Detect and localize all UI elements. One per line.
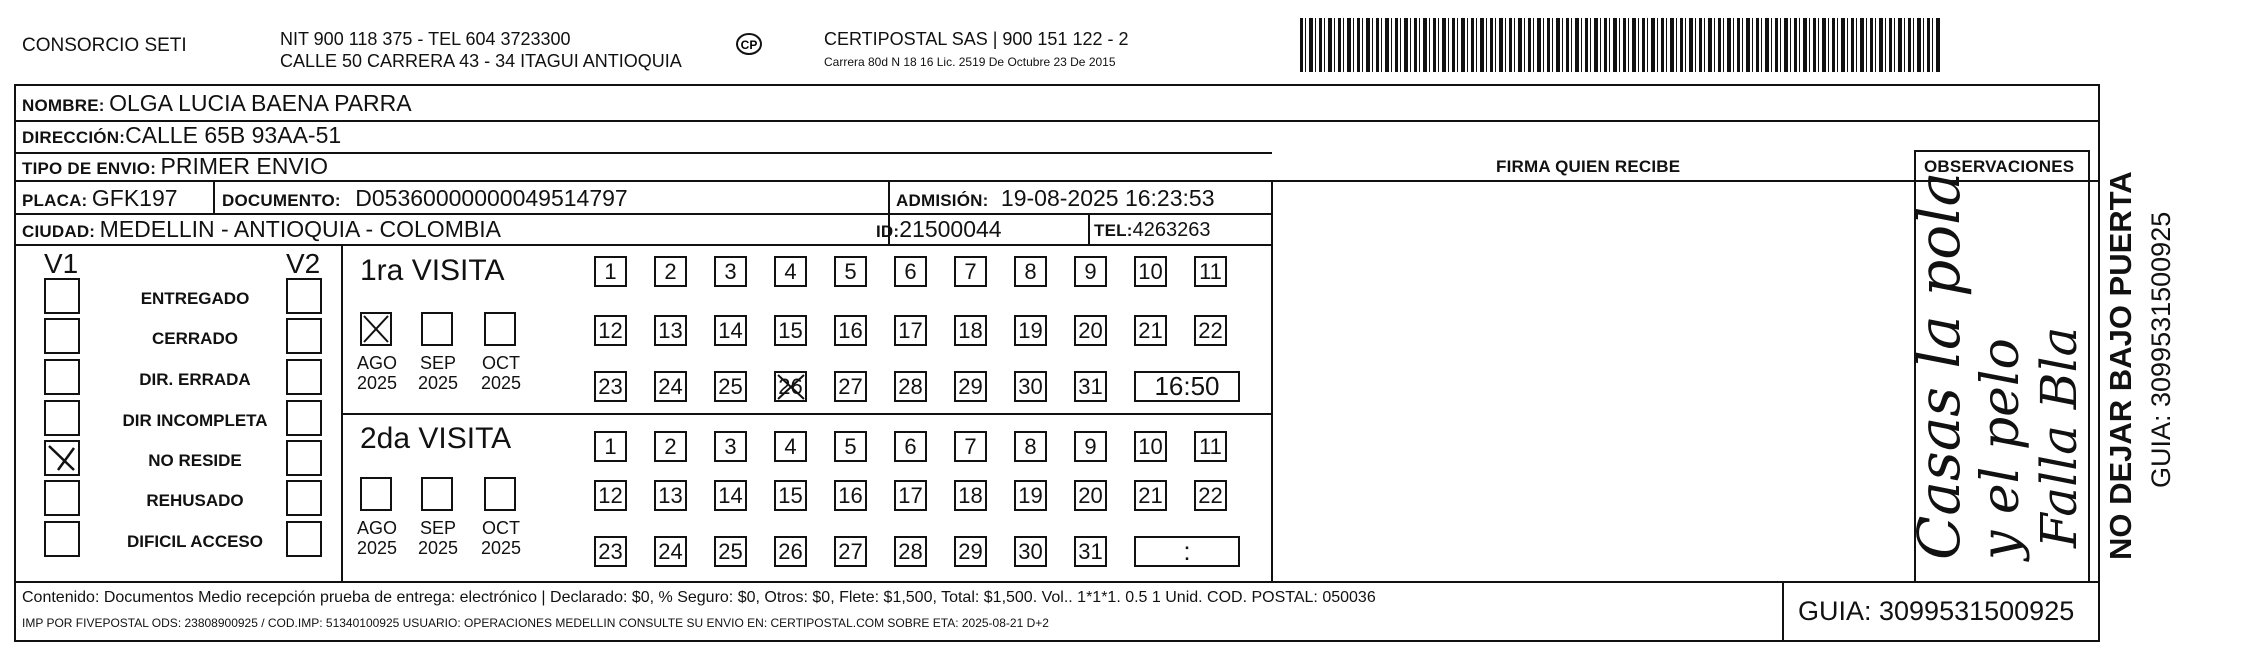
second-visit-day-18[interactable]: 18 bbox=[954, 480, 987, 511]
second-visit-day-17[interactable]: 17 bbox=[894, 480, 927, 511]
license-line: Carrera 80d N 18 16 Lic. 2519 De Octubre 23 De 2015 bbox=[824, 55, 1116, 69]
first-visit-month-box-ago[interactable] bbox=[360, 312, 392, 346]
footer-guia: GUIA: 3099531500925 bbox=[1798, 596, 2075, 626]
first-visit-day-14[interactable]: 14 bbox=[714, 315, 747, 346]
first-visit-time-box[interactable]: 16:50 bbox=[1134, 371, 1240, 402]
first-visit-day-6[interactable]: 6 bbox=[894, 256, 927, 287]
first-visit-month-label-ago: AGO bbox=[356, 353, 397, 373]
first-visit-day-4[interactable]: 4 bbox=[774, 256, 807, 287]
first-visit-year-label-sep: 2025 bbox=[417, 373, 459, 393]
admision-value: 19-08-2025 16:23:53 bbox=[1000, 185, 1215, 211]
first-visit-day-12[interactable]: 12 bbox=[594, 315, 627, 346]
v1-checkbox-0[interactable] bbox=[44, 278, 80, 314]
second-visit-month-label-sep: SEP bbox=[419, 518, 457, 538]
v2-checkbox-6[interactable] bbox=[286, 521, 322, 557]
first-visit-day-9[interactable]: 9 bbox=[1074, 256, 1107, 287]
first-visit-day-15[interactable]: 15 bbox=[774, 315, 807, 346]
first-visit-day-23[interactable]: 23 bbox=[594, 371, 627, 402]
second-visit-day-16[interactable]: 16 bbox=[834, 480, 867, 511]
second-visit-day-7[interactable]: 7 bbox=[954, 431, 987, 462]
observaciones-label: OBSERVACIONES bbox=[1924, 157, 2075, 176]
first-visit-day-20[interactable]: 20 bbox=[1074, 315, 1107, 346]
placa-value: GFK197 bbox=[91, 185, 178, 211]
direccion-row: DIRECCIÓN:CALLE 65B 93AA-51 bbox=[22, 122, 342, 148]
first-visit-day-29[interactable]: 29 bbox=[954, 371, 987, 402]
status-label-2: DIR. ERRADA bbox=[139, 370, 251, 389]
v2-checkbox-0[interactable] bbox=[286, 278, 322, 314]
second-visit-month-label-ago: AGO bbox=[356, 518, 397, 538]
first-visit-day-13[interactable]: 13 bbox=[654, 315, 687, 346]
side-guia: GUIA: 3099531500925 bbox=[2146, 211, 2176, 488]
first-visit-day-31[interactable]: 31 bbox=[1074, 371, 1107, 402]
status-label-3: DIR INCOMPLETA bbox=[122, 411, 268, 430]
id-value: 21500044 bbox=[899, 216, 1002, 242]
second-visit-day-14[interactable]: 14 bbox=[714, 480, 747, 511]
ciudad-row: CIUDAD: MEDELLIN - ANTIOQUIA - COLOMBIA bbox=[22, 216, 501, 242]
first-visit-day-7[interactable]: 7 bbox=[954, 256, 987, 287]
status-label-6: DIFICIL ACCESO bbox=[126, 532, 263, 551]
status-label-0: ENTREGADO bbox=[140, 289, 250, 308]
first-visit-day-24[interactable]: 24 bbox=[654, 371, 687, 402]
second-visit-day-30[interactable]: 30 bbox=[1014, 536, 1047, 567]
company-name: CONSORCIO SETI bbox=[22, 35, 187, 56]
first-visit-day-19[interactable]: 19 bbox=[1014, 315, 1047, 346]
v2-checkbox-2[interactable] bbox=[286, 359, 322, 395]
first-visit-month-box-sep[interactable] bbox=[421, 312, 453, 346]
second-visit-time-box[interactable]: : bbox=[1134, 536, 1240, 567]
frame-bottom bbox=[14, 640, 2100, 642]
documento-value: D05360000000049514797 bbox=[355, 185, 628, 211]
contenido-text: Contenido: Documentos Medio recepción prueba de entrega: electrónico | Declarado: $0, % Seguro: $0, Otros: $0, Flete: $1,500, Total: $1,500. Vol.. 1*1*1. 0.5 1 Unid. COD. POSTAL: 050036 bbox=[22, 589, 1376, 606]
second-visit-day-5[interactable]: 5 bbox=[834, 431, 867, 462]
second-visit-month-label-oct: OCT bbox=[482, 518, 520, 538]
first-visit-title: 1ra VISITA bbox=[360, 254, 505, 287]
status-label-5: REHUSADO bbox=[146, 491, 244, 510]
second-visit-day-19[interactable]: 19 bbox=[1014, 480, 1047, 511]
v2-label: V2 bbox=[286, 248, 321, 279]
second-visit-day-27[interactable]: 27 bbox=[834, 536, 867, 567]
second-visit-day-9[interactable]: 9 bbox=[1074, 431, 1107, 462]
placa-row: PLACA: GFK197 bbox=[22, 185, 178, 211]
first-visit-day-25[interactable]: 25 bbox=[714, 371, 747, 402]
address-line: CALLE 50 CARRERA 43 - 34 ITAGUI ANTIOQUIA bbox=[280, 51, 682, 71]
certipostal-line: CERTIPOSTAL SAS | 900 151 122 - 2 bbox=[824, 29, 1129, 49]
second-visit-day-15[interactable]: 15 bbox=[774, 480, 807, 511]
v1-checkbox-6[interactable] bbox=[44, 521, 80, 557]
nombre-row: NOMBRE: OLGA LUCIA BAENA PARRA bbox=[22, 90, 412, 116]
second-visit-day-11[interactable]: 11 bbox=[1194, 431, 1227, 462]
v1-checkbox-5[interactable] bbox=[44, 480, 80, 516]
ciudad-value: MEDELLIN - ANTIOQUIA - COLOMBIA bbox=[99, 216, 501, 242]
certipostal-logo-icon bbox=[734, 32, 764, 58]
second-visit-day-23[interactable]: 23 bbox=[594, 536, 627, 567]
barcode bbox=[1300, 18, 1940, 72]
frame-left bbox=[14, 84, 16, 642]
second-visit-day-22[interactable]: 22 bbox=[1194, 480, 1227, 511]
first-visit-day-11[interactable]: 11 bbox=[1194, 256, 1227, 287]
documento-row: DOCUMENTO: D05360000000049514797 bbox=[222, 185, 628, 211]
imp-text: IMP POR FIVEPOSTAL ODS: 23808900925 / COD.IMP: 51340100925 USUARIO: OPERACIONES MEDELLIN CONSULTE SU ENVIO EN: CERTIPOSTAL.COM SOBRE ETA: 2025-08-21 D+2 bbox=[22, 616, 1049, 630]
frame-top bbox=[14, 84, 2100, 86]
handwriting-line-3: Falla Bla bbox=[2030, 326, 2088, 548]
first-visit-day-2[interactable]: 2 bbox=[654, 256, 687, 287]
tel-value: 4263263 bbox=[1132, 219, 1211, 241]
first-visit-month-label-oct: OCT bbox=[482, 353, 520, 373]
v1-label: V1 bbox=[44, 248, 79, 279]
first-visit-day-30[interactable]: 30 bbox=[1014, 371, 1047, 402]
second-visit-day-31[interactable]: 31 bbox=[1074, 536, 1107, 567]
first-visit-day-3[interactable]: 3 bbox=[714, 256, 747, 287]
second-visit-day-2[interactable]: 2 bbox=[654, 431, 687, 462]
second-visit-day-6[interactable]: 6 bbox=[894, 431, 927, 462]
v1-checkbox-2[interactable] bbox=[44, 359, 80, 395]
id-row: ID:21500044 bbox=[876, 216, 1002, 242]
second-visit-day-10[interactable]: 10 bbox=[1134, 431, 1167, 462]
v2-checkbox-4[interactable] bbox=[286, 440, 322, 476]
nit-line: NIT 900 118 375 - TEL 604 3723300 bbox=[280, 29, 571, 49]
second-visit-day-26[interactable]: 26 bbox=[774, 536, 807, 567]
first-visit-day-16[interactable]: 16 bbox=[834, 315, 867, 346]
no-dejar-text: NO DEJAR BAJO PUERTA bbox=[2103, 171, 2138, 560]
first-visit-year-label-ago: 2025 bbox=[356, 373, 398, 393]
firma-label: FIRMA QUIEN RECIBE bbox=[1496, 157, 1681, 176]
first-visit-day-10[interactable]: 10 bbox=[1134, 256, 1167, 287]
second-visit-month-box-sep[interactable] bbox=[421, 477, 453, 511]
second-visit-day-1[interactable]: 1 bbox=[594, 431, 627, 462]
tipo-row: TIPO DE ENVIO: PRIMER ENVIO bbox=[22, 153, 328, 179]
second-visit-year-label-oct: 2025 bbox=[480, 538, 522, 558]
first-visit-day-22[interactable]: 22 bbox=[1194, 315, 1227, 346]
frame-right bbox=[2098, 84, 2100, 642]
first-visit-day-26[interactable]: 26 bbox=[774, 371, 807, 402]
first-visit-day-17[interactable]: 17 bbox=[894, 315, 927, 346]
second-visit-year-label-sep: 2025 bbox=[417, 538, 459, 558]
second-visit-day-8[interactable]: 8 bbox=[1014, 431, 1047, 462]
second-visit-month-box-ago[interactable] bbox=[360, 477, 392, 511]
admision-row: ADMISIÓN: 19-08-2025 16:23:53 bbox=[896, 185, 1215, 211]
second-visit-year-label-ago: 2025 bbox=[356, 538, 398, 558]
handwriting-line-1: Casas la pola bbox=[1905, 171, 1973, 560]
handwriting-line-2: y el pelo bbox=[1971, 338, 2031, 560]
second-visit-day-24[interactable]: 24 bbox=[654, 536, 687, 567]
direccion-value: CALLE 65B 93AA-51 bbox=[125, 122, 342, 148]
first-visit-day-5[interactable]: 5 bbox=[834, 256, 867, 287]
second-visit-day-4[interactable]: 4 bbox=[774, 431, 807, 462]
first-visit-year-label-oct: 2025 bbox=[480, 373, 522, 393]
tel-row: TEL:4263263 bbox=[1094, 219, 1211, 241]
first-visit-day-8[interactable]: 8 bbox=[1014, 256, 1047, 287]
svg-text:CP: CP bbox=[740, 38, 758, 52]
first-visit-month-label-sep: SEP bbox=[419, 353, 457, 373]
second-visit-month-box-oct[interactable] bbox=[484, 477, 516, 511]
second-visit-day-21[interactable]: 21 bbox=[1134, 480, 1167, 511]
first-visit-day-18[interactable]: 18 bbox=[954, 315, 987, 346]
second-visit-title: 2da VISITA bbox=[360, 422, 512, 455]
second-visit-day-20[interactable]: 20 bbox=[1074, 480, 1107, 511]
status-label-1: CERRADO bbox=[152, 329, 238, 348]
tipo-value: PRIMER ENVIO bbox=[160, 153, 328, 179]
first-visit-month-box-oct[interactable] bbox=[484, 312, 516, 346]
first-visit-day-21[interactable]: 21 bbox=[1134, 315, 1167, 346]
nombre-value: OLGA LUCIA BAENA PARRA bbox=[109, 90, 412, 116]
first-visit-day-1[interactable]: 1 bbox=[594, 256, 627, 287]
v2-checkbox-1[interactable] bbox=[286, 318, 322, 354]
second-visit-day-12[interactable]: 12 bbox=[594, 480, 627, 511]
v1-checkbox-4[interactable] bbox=[44, 440, 80, 476]
second-visit-day-3[interactable]: 3 bbox=[714, 431, 747, 462]
v1-checkbox-1[interactable] bbox=[44, 318, 80, 354]
v2-checkbox-3[interactable] bbox=[286, 400, 322, 436]
v2-checkbox-5[interactable] bbox=[286, 480, 322, 516]
second-visit-day-25[interactable]: 25 bbox=[714, 536, 747, 567]
status-label-4: NO RESIDE bbox=[148, 451, 242, 470]
first-visit-day-27[interactable]: 27 bbox=[834, 371, 867, 402]
second-visit-day-13[interactable]: 13 bbox=[654, 480, 687, 511]
second-visit-day-29[interactable]: 29 bbox=[954, 536, 987, 567]
first-visit-day-28[interactable]: 28 bbox=[894, 371, 927, 402]
second-visit-day-28[interactable]: 28 bbox=[894, 536, 927, 567]
v1-checkbox-3[interactable] bbox=[44, 400, 80, 436]
